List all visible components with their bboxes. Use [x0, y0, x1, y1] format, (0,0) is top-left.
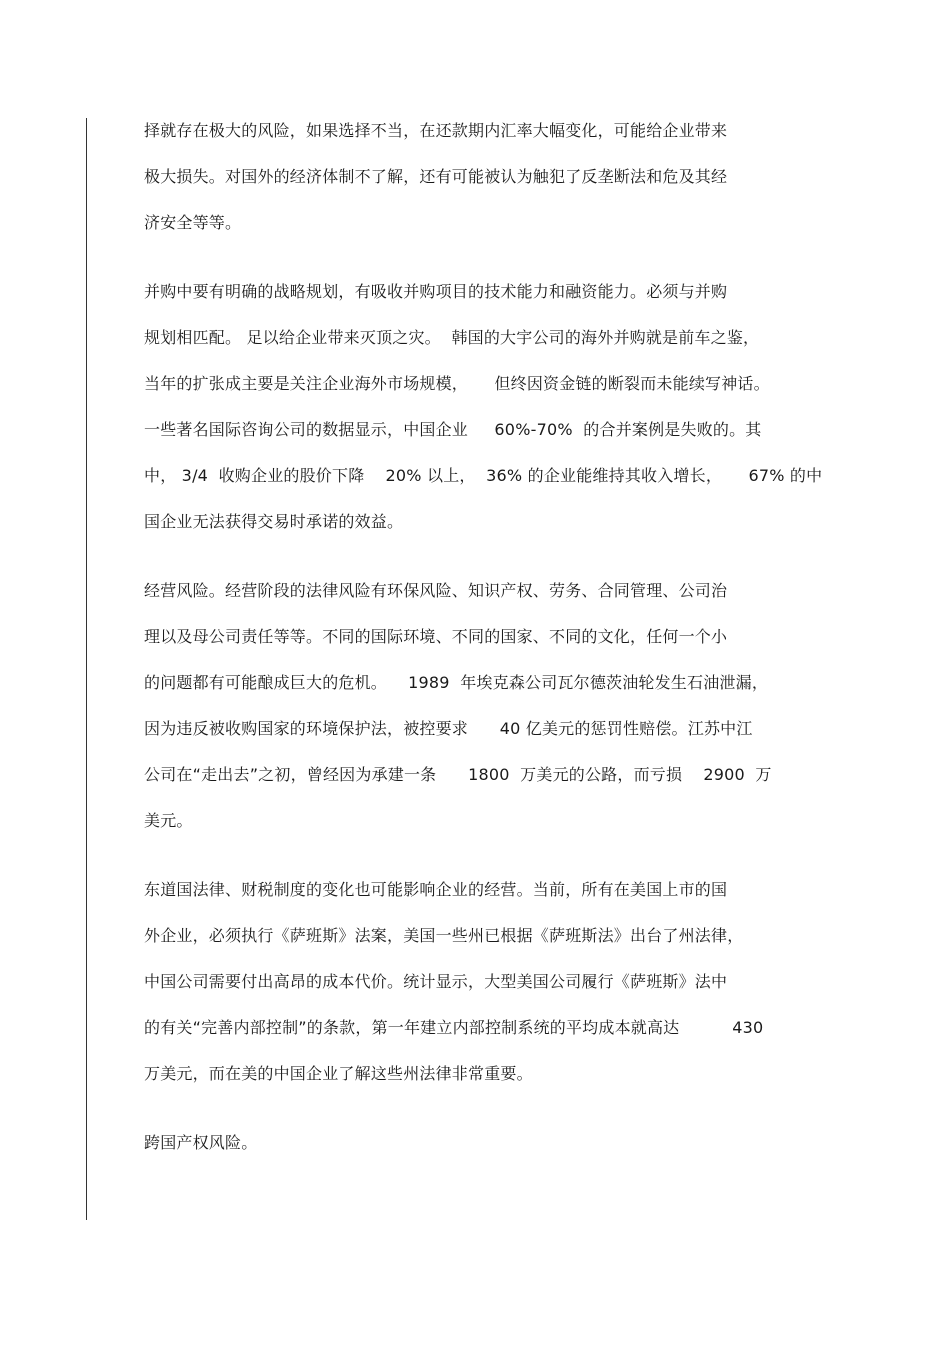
text-line: 国企业无法获得交易时承诺的效益。	[144, 512, 404, 531]
text-line: 当年的扩张成主要是关注企业海外市场规模， 但终因资金链的断裂而未能续写神话。	[144, 374, 770, 393]
text-line: 择就存在极大的风险，如果选择不当，在还款期内汇率大幅变化，可能给企业带来	[144, 121, 728, 140]
text-line: 的问题都有可能酿成巨大的危机。 1989 年埃克森公司瓦尔德茨油轮发生石油泄漏，	[144, 673, 769, 692]
paragraph-4	[144, 867, 814, 1097]
paragraph-1	[144, 108, 814, 246]
text-line: 的有关“完善内部控制”的条款，第一年建立内部控制系统的平均成本就高达 430	[144, 1018, 764, 1037]
text-line: 一些著名国际咨询公司的数据显示，中国企业 60%-70% 的合并案例是失败的。其	[144, 420, 762, 439]
paragraph-3	[144, 568, 814, 844]
text-line: 理以及母公司责任等等。不同的国际环境、不同的国家、不同的文化，任何一个小	[144, 627, 728, 646]
text-line: 因为违反被收购国家的环境保护法，被控要求 40 亿美元的惩罚性赔偿。江苏中江	[144, 719, 753, 738]
margin-rule	[86, 118, 87, 1220]
text-line: 经营风险。经营阶段的法律风险有环保风险、知识产权、劳务、合同管理、公司治	[144, 581, 728, 600]
text-line: 极大损失。对国外的经济体制不了解，还有可能被认为触犯了反垄断法和危及其经	[144, 167, 728, 186]
paragraph-2	[144, 269, 823, 545]
text-line: 公司在“走出去”之初，曾经因为承建一条 1800 万美元的公路，而亏损 2900 万	[144, 765, 772, 784]
text-line: 中国公司需要付出高昂的成本代价。统计显示，大型美国公司履行《萨班斯》法中	[144, 972, 728, 991]
text-line: 规划相匹配。 足以给企业带来灭顶之灾。 韩国的大宇公司的海外并购就是前车之鉴，	[144, 328, 760, 347]
document-body	[144, 108, 823, 1189]
text-line: 东道国法律、财税制度的变化也可能影响企业的经营。当前，所有在美国上市的国	[144, 880, 728, 899]
text-line: 并购中要有明确的战略规划，有吸收并购项目的技术能力和融资能力。必须与并购	[144, 282, 728, 301]
text-line: 中， 3/4 收购企业的股价下降 20% 以上， 36% 的企业能维持其收入增长， 67% 的中	[144, 466, 823, 485]
text-line: 美元。	[144, 811, 193, 830]
text-line: 万美元，而在美的中国企业了解这些州法律非常重要。	[144, 1064, 533, 1083]
text-line: 跨国产权风险。	[144, 1133, 258, 1152]
text-line: 济安全等等。	[144, 213, 242, 232]
paragraph-5	[144, 1120, 814, 1166]
text-line: 外企业，必须执行《萨班斯》法案，美国一些州已根据《萨班斯法》出台了州法律，	[144, 926, 744, 945]
